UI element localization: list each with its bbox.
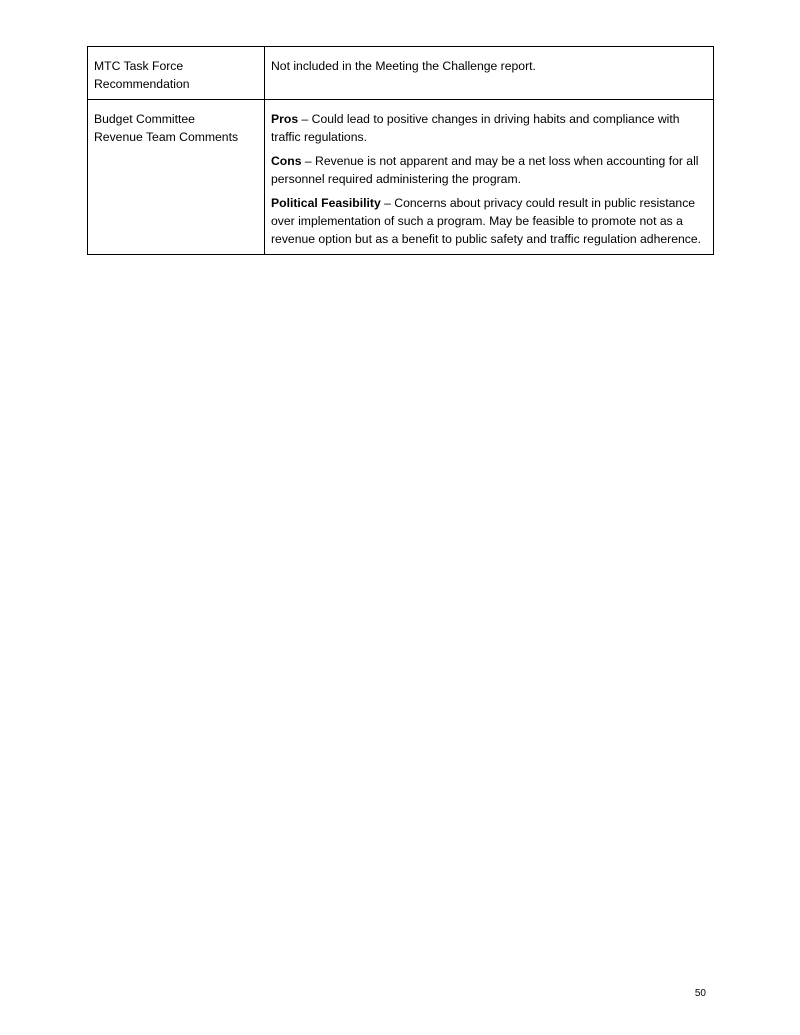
table-row-mtc-recommendation bbox=[88, 47, 714, 100]
info-table bbox=[87, 46, 714, 255]
pros-paragraph bbox=[271, 110, 707, 146]
row-label-cell bbox=[88, 47, 265, 100]
row-label-line: Budget Committee bbox=[94, 112, 195, 126]
pros-text: – Could lead to positive changes in driving habits and compliance with traffic regulations. bbox=[271, 112, 680, 144]
cons-text: – Revenue is not apparent and may be a net loss when accounting for all personnel required administering the program. bbox=[271, 154, 699, 186]
table-row-budget-comments bbox=[88, 100, 714, 255]
row-label-line: MTC Task Force bbox=[94, 59, 184, 73]
row-content-cell bbox=[265, 47, 714, 100]
cons-label: Cons bbox=[271, 154, 302, 168]
cons-paragraph bbox=[271, 152, 707, 188]
feasibility-paragraph bbox=[271, 194, 707, 248]
page-number: 50 bbox=[694, 988, 706, 999]
row-label-line: Revenue Team Comments bbox=[94, 130, 239, 144]
pros-label: Pros bbox=[271, 112, 299, 126]
row-label-line: Recommendation bbox=[94, 77, 190, 91]
row-content-cell bbox=[265, 100, 714, 255]
feasibility-text: – Concerns about privacy could result in public resistance over implementation of such a program. May be feasible to promote not as a revenue option but as a benefit to public safety and traffic regulation adherence. bbox=[271, 196, 702, 246]
row-label-cell bbox=[88, 100, 265, 255]
recommendation-text: Not included in the Meeting the Challenge report. bbox=[271, 59, 536, 73]
feasibility-label: Political Feasibility bbox=[271, 196, 381, 210]
